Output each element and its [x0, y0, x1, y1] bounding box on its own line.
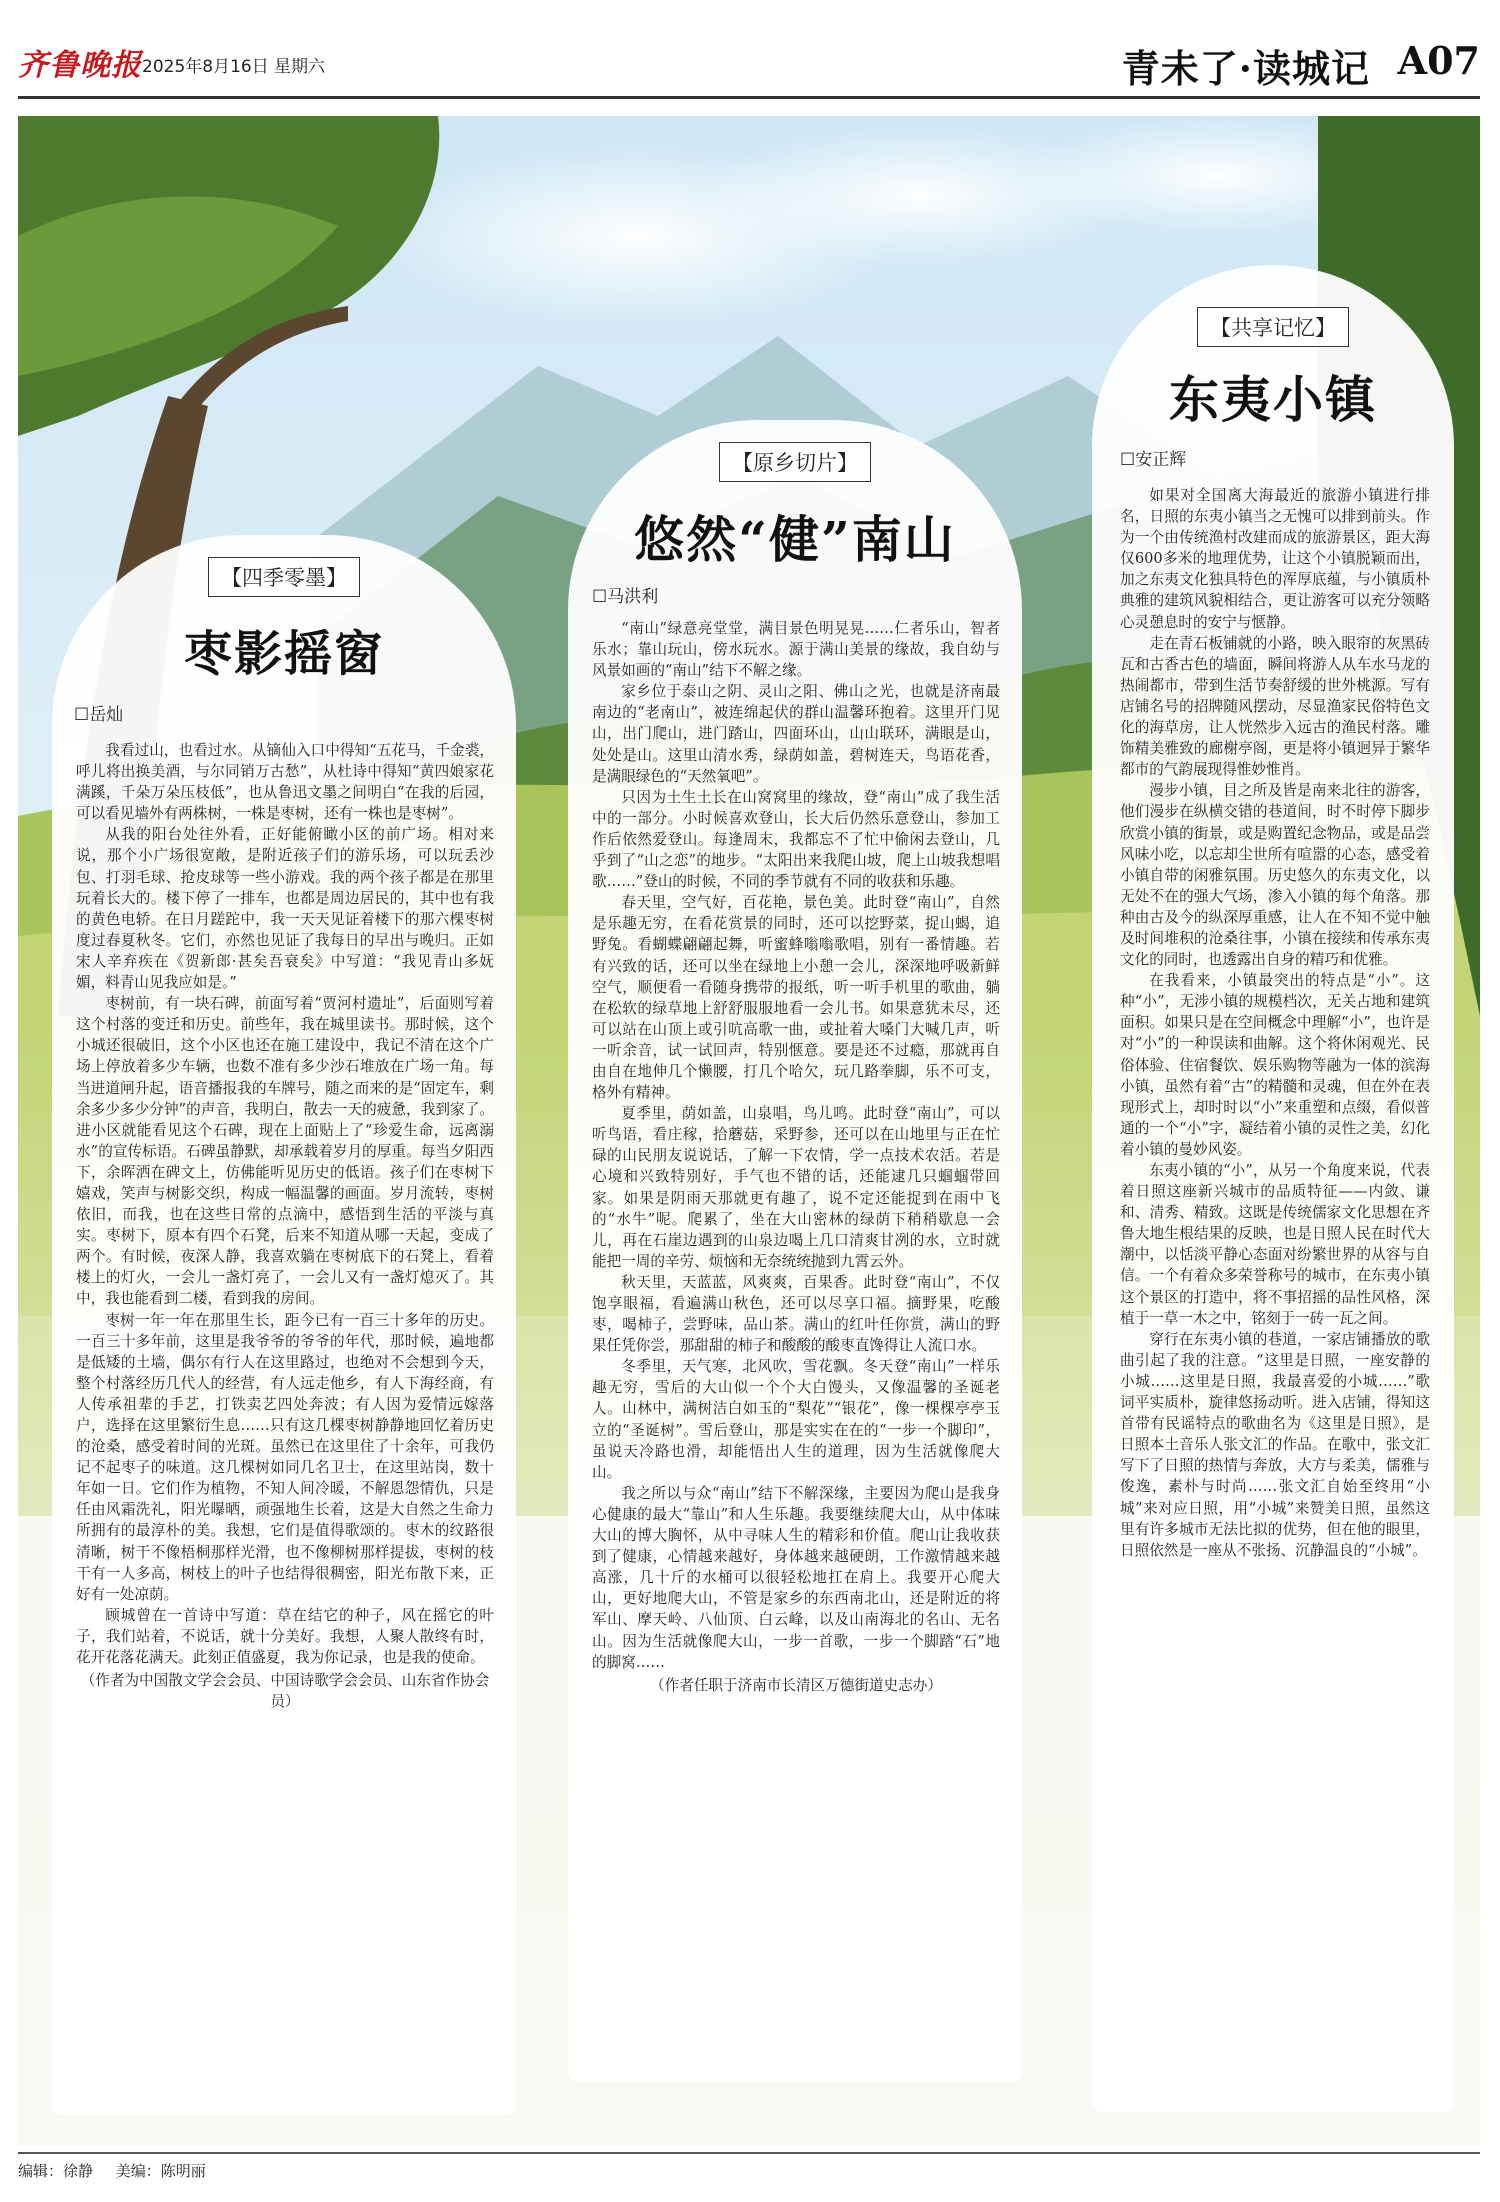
- article-body: [1120, 485, 1430, 1561]
- masthead-rule: [18, 96, 1480, 99]
- article-author: ☐马洪利: [592, 587, 659, 607]
- article-author: ☐安正辉: [1120, 450, 1187, 470]
- paragraph: 漫步小镇，目之所及皆是南来北往的游客，他们漫步在纵横交错的巷道间，时不时停下脚步欣赏小镇的街景，或是购置纪念物品，或是品尝风味小吃，以忘却尘世所有喧嚣的心态，感受着小镇自带的闲雅氛围。历史悠久的东夷文化，以无处不在的强大气场，渗入小镇的每个角落。那种由古及今的纵深厚重感，让人在不知不觉中触及时间堆积的沧桑往事，小镇在接续和传承东夷文化的同时，也透露出自身的精巧和优雅。: [1120, 782, 1430, 969]
- footer-rule: [18, 2152, 1480, 2154]
- paragraph: 春天里，空气好，百花艳，景色美。此时登“南山”，自然是乐趣无穷，在看花赏景的同时，还可以挖野菜，捉山蝎，追野兔。看蝴蝶翩翩起舞，听蜜蜂嗡嗡歌唱，别有一番情趣。若有兴致的话，还可以坐在绿地上小憩一会儿，深深地呼吸新鲜空气，顺便看一看随身携带的报纸，听一听手机里的歌曲，躺在松软的绿草地上舒舒服服地看一会儿书。如果意犹未尽，还可以站在山顶上或引吭高歌一曲，或扯着大嗓门大喊几声，听一听余音，试一试回声，特别惬意。要是还不过瘾，那就再自由自在地伸几个懒腰，打几个哈欠，玩几路拳脚，乐不可支，格外有精神。: [592, 894, 1000, 1102]
- article-dongyi: [1092, 265, 1454, 2112]
- article-author: ☐岳灿: [74, 705, 124, 725]
- paragraph: 走在青石板铺就的小路，映入眼帘的灰黑砖瓦和古香古色的墙面，瞬间将游人从车水马龙的热闹都市，带到生活节奏舒缓的世外桃源。写有店铺名号的招牌随风摆动，尽显渔家民俗特色文化的海草房，让人恍然步入远古的渔民村落。雕饰精美雅致的廊榭亭阁，更是将小镇迥异于繁华都市的气韵展现得惟妙惟肖。: [1120, 634, 1430, 779]
- paragraph: 在我看来，小镇最突出的特点是“小”。这种“小”，无涉小镇的规模档次，无关占地和建筑面积。如果只是在空间概念中理解“小”，也许是对“小”的一种误读和曲解。这个将休闲观光、民俗体验、住宿餐饮、娱乐购物等融为一体的滨海小镇，虽然有着“古”的精髓和灵魂，但在外在表现形式上，却时时以“小”来重塑和点缀，看似普通的一个“小”字，凝结着小镇的灵性之美，幻化着小镇的曼妙风姿。: [1120, 972, 1430, 1158]
- issue-date: 2025年8月16日: [142, 57, 269, 77]
- paragraph: 只因为土生土长在山窝窝里的缘故，登“南山”成了我生活中的一部分。小时候喜欢登山，长大后仍然乐意登山，参加工作后依然爱登山。每逢周末，我都忘不了忙中偷闲去登山，几乎到了“山之恋”的地步。“太阳出来我爬山坡，爬上山坡我想唱歌……”登山的时候，不同的季节就有不同的收获和乐趣。: [592, 788, 1000, 891]
- editor-credit: 编辑：徐静: [18, 2162, 94, 2180]
- paragraph: 如果对全国离大海最近的旅游小镇进行排名，日照的东夷小镇当之无愧可以排到前头。作为一个由传统渔村改建而成的旅游景区，距大海仅600多米的地理优势，让这个小镇脱颖而出，加之东夷文化独具特色的浑厚底蕴，与小镇质朴典雅的建筑风貌相结合，更让游客可以充分领略心灵憩息时的安宁与惬静。: [1120, 487, 1430, 631]
- paragraph: 枣树前，有一块石碑，前面写着“贾河村遗址”，后面则写着这个村落的变迁和历史。前些年，我在城里读书。那时候，这个小城还很破旧，这个小区也还在施工建设中，我记不清在这个广场上停放着多少车辆，也数不准有多少沙石堆放在广场一角。每当进道闸升起，语音播报我的车牌号，随之而来的是“固定车，剩余多少多少分钟”的声音，我明白，散去一天的疲惫，我到家了。进小区就能看见这个石碑，现在上面贴上了“珍爱生命，远离溺水”的宣传标语。石碑虽静默，却承载着岁月的厚重。每当夕阳西下，余晖洒在碑文上，仿佛能听见历史的低语。孩子们在枣树下嬉戏，笑声与树影交织，构成一幅温馨的画面。岁月流转，枣树依旧，而我，也在这些日常的点滴中，感悟到生活的平淡与真实。枣树下，原本有四个石凳，后来不知道从哪一天起，变成了两个。有时候，夜深人静，我喜欢躺在枣树底下的石凳上，看着楼上的灯火，一会儿一盏灯亮了，一会儿又有一盏灯熄灭了。其中，我也能看到二楼，看到我的房间。: [76, 995, 494, 1308]
- author-note: （作者为中国散文学会会员、中国诗歌学会会员、山东省作协会员）: [80, 1672, 490, 1711]
- footer: [18, 2160, 224, 2181]
- paragraph: 枣树一年一年在那里生长，距今已有一百三十多年的历史。一百三十多年前，这里是我爷爷的爷爷的年代，那时候，遍地都是低矮的土墙，偶尔有行人在这里路过，也绝对不会想到今天，整个村落经历几代人的经营，有人远走他乡，有人下海经商，有人传承祖辈的手艺，打铁卖艺四处奔波；有人因为爱情远嫁落户，选择在这里繁衍生息……只有这几棵枣树静静地回忆着历史的沧桑，感受着时间的光斑。虽然已在这里住了十余年，可我仍记不起枣子的味道。这几棵树如同几名卫士，在这里站岗，数十年如一日。它们作为植物，不知人间冷暖，不解恩怨情仇，只是任由风霜洗礼，阳光曝晒，顽强地生长着，这是大自然之生命力所拥有的最淳朴的美。我想，它们是值得歌颂的。枣木的纹路很清晰，树干不像梧桐那样光滑，也不像柳树那样提拔，枣树的枝干有一人多高，树枝上的叶子也结得很稠密，阳光布散下来，正好有一处凉荫。: [76, 1311, 494, 1603]
- paragraph: 穿行在东夷小镇的巷道，一家店铺播放的歌曲引起了我的注意。“这里是日照，一座安静的小城……这里是日照，我最喜爱的小城……”歌词平实质朴，旋律悠扬动听。进入店铺，得知这首带有民谣特点的歌曲名为《这里是日照》，是日照本土音乐人张文汇的作品。在歌中，张文汇写下了日照的热情与奔放，大方与柔美，儒雅与俊逸，素朴与时尚……张文汇自始至终用“小城”来对应日照，用“小城”来赞美日照，虽然这里有许多城市无法比拟的优势，但在他的眼里，日照依然是一座从不张扬、沉静温良的“小城”。: [1120, 1330, 1430, 1559]
- newspaper-logo: 齐鲁晚报: [18, 48, 142, 83]
- paragraph: 东夷小镇的“小”，从另一个角度来说，代表着日照这座新兴城市的品质特征——内敛、谦和、清秀、精致。这既是传统儒家文化思想在齐鲁大地生根结果的反映，也是日照人民在时代大潮中，以恬淡平静心态面对纷繁世界的从容与自信。一个有着众多荣誉称号的城市，在东夷小镇这个景区的打造中，将不事招摇的品性风格，深植于一草一木之中，铭刻于一砖一瓦之间。: [1120, 1162, 1430, 1327]
- paragraph: 秋天里，天蓝蓝，风爽爽，百果香。此时登“南山”，不仅饱享眼福，看遍满山秋色，还可以尽享口福。摘野果，吃酸枣，喝柿子，尝野味，品山茶。满山的红叶任你赏，满山的野果任凭你尝，那甜甜的柿子和酸酸的酸枣直馋得让人流口水。: [592, 1273, 1000, 1355]
- article-title: 悠然“健”南山: [634, 510, 956, 569]
- article-nanshan: [568, 420, 1022, 2082]
- column-tag: 【共享记忆】: [1197, 307, 1349, 347]
- paragraph: 从我的阳台处往外看，正好能俯瞰小区的前广场。相对来说，那个小广场很宽敞，是附近孩子们的游乐场，可以玩丢沙包、打羽毛球、抢皮球等一些小游戏。我的两个孩子都是在那里玩着长大的。楼下停了一排车，也都是周边居民的，其中也有我的黄色电轿。在日月蹉跎中，我一天天见证着楼下的那六棵枣树度过春夏秋冬。它们，亦然也见证了我每日的早出与晚归。正如宋人辛弃疾在《贺新郎·甚矣吾衰矣》中写道：“我见青山多妩媚，料青山见我应如是。”: [76, 826, 494, 992]
- article-body: [76, 740, 494, 1712]
- paragraph: 我之所以与众“南山”结下不解深缘，主要因为爬山是我身心健康的最大“靠山”和人生乐趣。我要继续爬大山，从中体味大山的博大胸怀，从中寻味人生的精彩和价值。爬山让我收获到了健康，心情越来越好，身体越来越硬朗，工作激情越来越高涨，几十斤的水桶可以很轻松地扛在肩上。我要开心爬大山，更好地爬大山，不管是家乡的东西南北山，还是附近的将军山、摩天岭、八仙顶、白云峰，以及山南海北的名山、无名山。因为生活就像爬大山，一步一首歌，一步一个脚踏“石”地的脚窝……: [592, 1484, 1000, 1671]
- masthead: [18, 28, 1480, 90]
- paragraph: 冬季里，天气寒，北风吹，雪花飘。冬天登“南山”一样乐趣无穷，雪后的大山似一个个大白馒头，又像温馨的圣诞老人。山林中，满树洁白如玉的“梨花”“银花”，像一棵棵亭亭玉立的“圣诞树”。雪后登山，那是实实在在的“一步一个脚印”，虽说天冷路也滑，却能悟出人生的道理，因为生活就像爬大山。: [592, 1358, 1000, 1481]
- art-editor-credit: 美编：陈明丽: [115, 2162, 206, 2180]
- paragraph: “南山”绿意亮堂堂，满目景色明晃晃……仁者乐山，智者乐水；靠山玩山，傍水玩水。源于满山美景的缘故，我自幼与风景如画的“南山”结下不解之缘。: [592, 620, 1000, 680]
- author-note: （作者任职于济南市长清区万德街道史志办）: [650, 1676, 942, 1694]
- paragraph: 顾城曾在一首诗中写道：草在结它的种子，风在摇它的叶子，我们站着，不说话，就十分美好。我想，人聚人散终有时，花开花落花满天。此刻正值盛夏，我为你记录，也是我的使命。: [76, 1606, 494, 1667]
- article-title: 枣影摇窗: [183, 626, 384, 682]
- paragraph: 家乡位于泰山之阴、灵山之阳、佛山之光，也就是济南最南边的“老南山”，被连绵起伏的群山温馨环抱着。这里开门见山，出门爬山，进门踏山，四面环山，山山联环，满眼是山，处处是山。这里山清水秀，绿荫如盖，碧树连天，鸟语花香，是满眼绿色的“天然氧吧”。: [592, 683, 1000, 785]
- issue-weekday: 星期六: [274, 57, 325, 77]
- paragraph: 夏季里，荫如盖，山泉唱，鸟儿鸣。此时登“南山”，可以听鸟语，看庄稼，拾蘑菇，采野参，还可以在山地里与正在忙碌的山民朋友说说话，了解一下农情，学一点技术农活。若是心境和兴致特别好，手气也不错的话，还能逮几只蝈蝈带回家。如果是阴雨天那就更有趣了，说不定还能捉到在雨中飞的“水牛”呢。爬累了，坐在大山密林的绿荫下稍稍歇息一会儿，再在石崖边遇到的山泉边喝上几口清爽甘冽的水，立时就能把一周的辛劳、烦恼和无奈统统抛到九霄云外。: [592, 1105, 1000, 1270]
- article-jujube: [52, 535, 516, 2115]
- column-tag: 【四季零墨】: [208, 557, 360, 597]
- column-tag: 【原乡切片】: [719, 442, 871, 482]
- paragraph: 我看过山，也看过水。从镝仙入口中得知“五花马，千金裘，呼儿将出换美酒，与尔同销万古愁”，从杜诗中得知“黄四娘家花满蹊，千朵万朵压枝低”，也从鲁迅文墨之间明白“在我的后园，可以看见墙外有两株树，一株是枣树，还有一株也是枣树”。: [76, 742, 494, 823]
- article-title: 东夷小镇: [1169, 370, 1377, 429]
- article-body: [592, 618, 1000, 1696]
- page-number: A07: [1397, 38, 1480, 83]
- section-title: 青未了·读城记: [1121, 46, 1370, 91]
